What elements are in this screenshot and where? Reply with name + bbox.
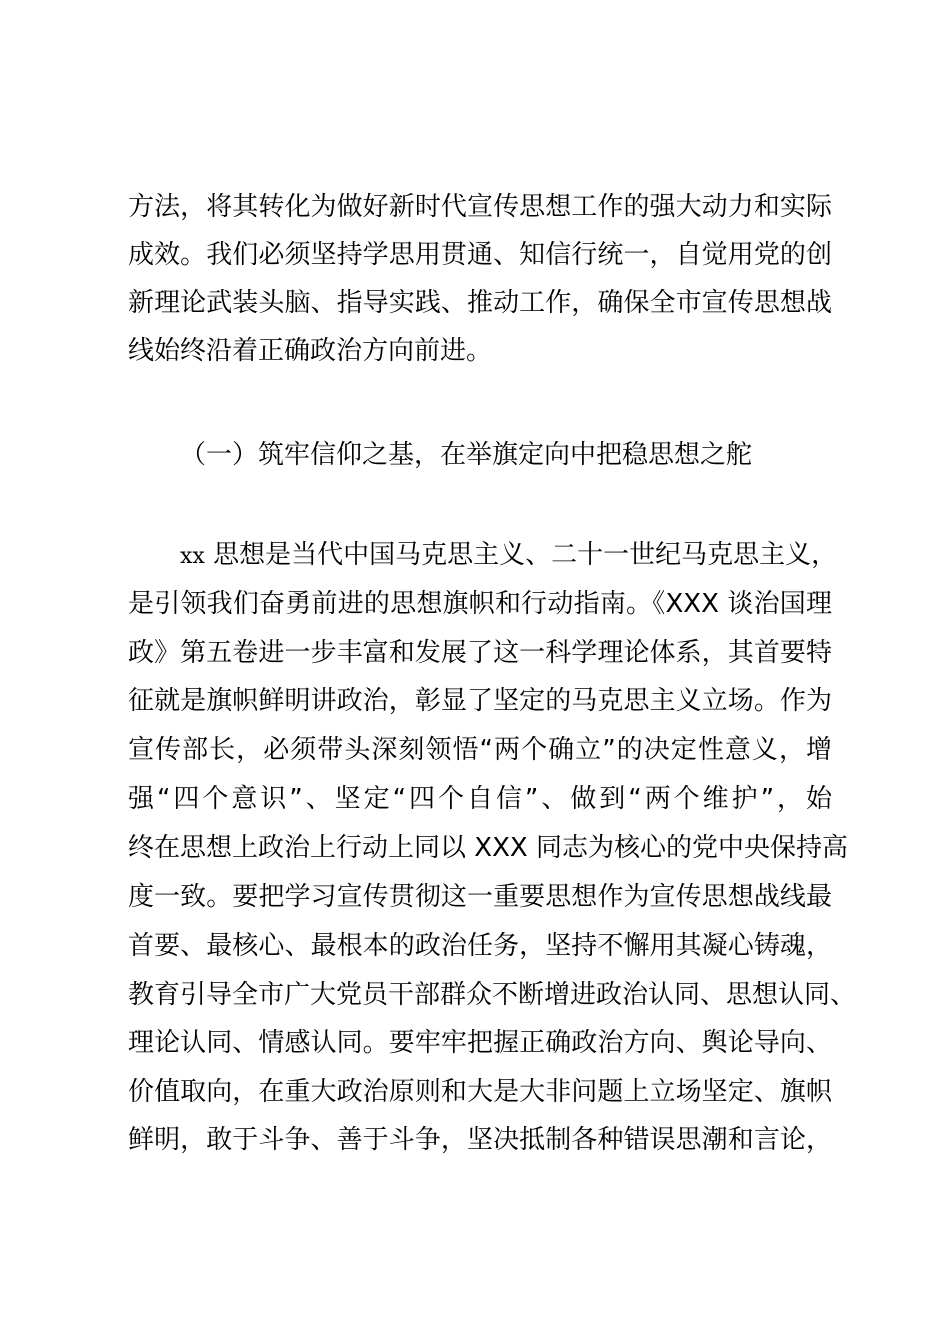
paragraph-line: 强“四个意识”、坚定“四个自信”、做到“两个维护”，始 <box>128 784 832 814</box>
line-text: 思想是当代中国马克思主义、二十一世纪马克思主义， <box>204 540 838 570</box>
paragraph-line: 教育引导全市广大党员干部群众不断增进政治认同、思想认同、 <box>128 980 857 1010</box>
paragraph-line: 政》第五卷进一步丰富和发展了这一科学理论体系，其首要特 <box>128 638 832 668</box>
paragraph-line: 价值取向，在重大政治原则和大是大非问题上立场坚定、旗帜 <box>128 1077 832 1107</box>
paragraph-line: 首要、最核心、最根本的政治任务，坚持不懈用其凝心铸魂， <box>128 931 832 961</box>
paragraph-line <box>180 538 838 572</box>
paragraph-line: 是引领我们奋勇前进的思想旗帜和行动指南。《XXX 谈治国理 <box>128 589 832 619</box>
paragraph-line: 鲜明，敢于斗争、善于斗争，坚决抵制各种错误思潮和言论， <box>128 1125 832 1155</box>
paragraph-line: 度一致。要把学习宣传贯彻这一重要思想作为宣传思想战线最 <box>128 882 832 912</box>
paragraph-line: 征就是旗帜鲜明讲政治，彰显了坚定的马克思主义立场。作为 <box>128 686 832 716</box>
paragraph-line: 终在思想上政治上行动上同以 XXX 同志为核心的党中央保持高 <box>128 833 848 863</box>
paragraph-line: 成效。我们必须坚持学思用贯通、知信行统一，自觉用党的创 <box>128 240 832 270</box>
paragraph-line: 新理论武装头脑、指导实践、推动工作，确保全市宣传思想战 <box>128 288 832 318</box>
paragraph-line: 方法，将其转化为做好新时代宣传思想工作的强大动力和实际 <box>128 192 832 222</box>
paragraph-line: 理论认同、情感认同。要牢牢把握正确政治方向、舆论导向、 <box>128 1028 832 1058</box>
placeholder-text: xx <box>180 544 205 569</box>
paragraph-line: 宣传部长，必须带头深刻领悟“两个确立”的决定性意义，增 <box>128 735 832 765</box>
paragraph-line: 线始终沿着正确政治方向前进。 <box>128 336 493 366</box>
section-heading: （一）筑牢信仰之基，在举旗定向中把稳思想之舵 <box>180 440 753 470</box>
